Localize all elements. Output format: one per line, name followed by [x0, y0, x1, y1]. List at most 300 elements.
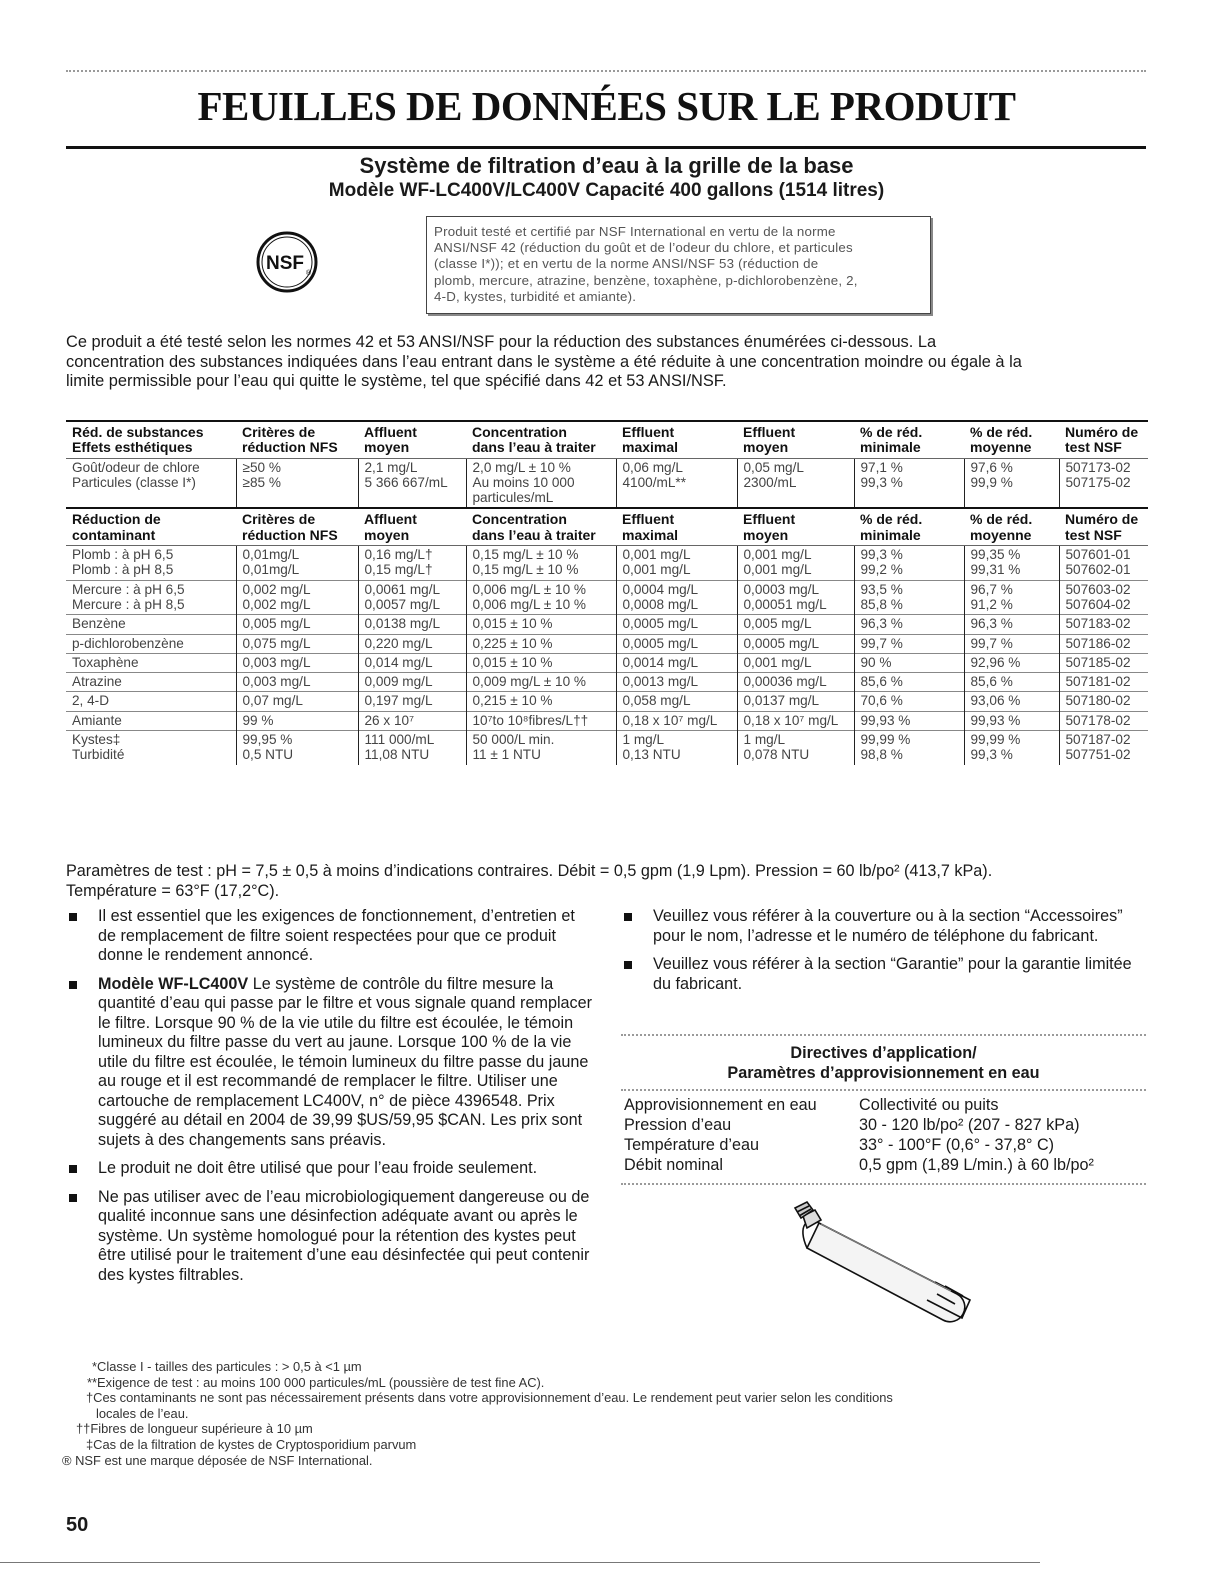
table-cell [466, 458, 616, 508]
table-cell [737, 580, 854, 615]
svg-text:NSF: NSF [266, 253, 304, 274]
cell-line: 98,8 % [860, 747, 903, 763]
table-cell [236, 458, 358, 508]
cell-line: Goût/odeur de chlore [72, 459, 200, 475]
cell-line: 0,0061 mg/L [364, 581, 441, 597]
table-cell [466, 653, 616, 672]
table-row [66, 653, 1148, 672]
cell-line: Toxaphène [72, 654, 139, 670]
cell-line: 99,99 % [970, 732, 1021, 748]
bullet-bold-lead: Modèle WF-LC400V [98, 974, 249, 993]
table-cell [964, 458, 1059, 508]
cell-line: 0,13 NTU [622, 747, 681, 763]
table-cell [358, 580, 466, 615]
cell-line: 99,9 % [970, 474, 1013, 490]
cell-line: dans l’eau à traiter [472, 526, 596, 543]
column-header [466, 421, 616, 458]
cell-line: Mercure : à pH 8,5 [72, 596, 185, 612]
cell-line: 93,5 % [860, 581, 903, 597]
table-cell [964, 673, 1059, 692]
cell-line: moyenne [970, 526, 1032, 543]
intro-line: concentration des substances indiquées dans l’eau entrant dans le système a été réduite à une concentration moindre ou égale à la [66, 352, 1022, 371]
application-value: 0,5 gpm (1,89 L/min.) à 60 lb/po² [859, 1156, 1094, 1174]
table-row [66, 731, 1148, 765]
cell-line: 0,0137 mg/L [743, 693, 820, 709]
column-header [236, 421, 358, 458]
table-row [66, 615, 1148, 634]
table-cell [358, 546, 466, 581]
table-cell [466, 692, 616, 711]
column-header [737, 508, 854, 545]
nsf-certification-box [426, 216, 931, 314]
table-cell [236, 653, 358, 672]
cell-line: 0,215 ± 10 % [472, 693, 553, 709]
table-cell [466, 673, 616, 692]
cell-line: 11 ± 1 NTU [472, 747, 541, 763]
table-cell [1059, 731, 1148, 765]
table-header-row [66, 421, 1148, 458]
cell-line: 0,06 mg/L [622, 459, 683, 475]
cell-line: 0,002 mg/L [242, 581, 311, 597]
application-table [624, 1095, 1149, 1175]
cell-line: 0,07 mg/L [242, 693, 303, 709]
cell-line: 97,6 % [970, 459, 1013, 475]
footnote: †Ces contaminants ne sont pas nécessairement présents dans votre approvisionnement d’eau. Le rendement peut varier selon les conditions [86, 1390, 893, 1406]
cell-line: maximal [622, 526, 679, 543]
column-header [854, 421, 964, 458]
table-cell [466, 711, 616, 730]
cell-line: 507178-02 [1065, 712, 1131, 728]
cell-line: réduction NFS [242, 526, 338, 543]
application-bottom-rule [621, 1183, 1146, 1185]
cell-line: 85,6 % [860, 674, 903, 690]
cell-line: 5 366 667/mL [364, 474, 448, 490]
table-cell [66, 711, 236, 730]
column-header [66, 508, 236, 545]
table-cell [466, 731, 616, 765]
cell-line: 99,99 % [860, 732, 911, 748]
cell-line: % de réd. [860, 511, 923, 528]
table-cell [964, 634, 1059, 653]
bullet-item [66, 1159, 596, 1179]
application-parameter: Pression d’eau [624, 1116, 732, 1134]
table-cell [616, 634, 737, 653]
table-cell [358, 615, 466, 634]
cell-line: 99,3 % [860, 547, 903, 563]
cell-line: particules/mL [472, 490, 554, 506]
cell-line: moyen [743, 439, 789, 456]
footnotes [62, 1359, 1152, 1468]
cell-line: 0,015 ± 10 % [472, 654, 553, 670]
cell-line: 507185-02 [1065, 654, 1131, 670]
table-cell [466, 634, 616, 653]
table-cell [466, 615, 616, 634]
cell-line: 0,05 mg/L [743, 459, 804, 475]
cell-line: 4100/mL** [622, 474, 686, 490]
table-cell [1059, 580, 1148, 615]
cell-line: 96,3 % [860, 616, 903, 632]
table-cell [66, 458, 236, 508]
table-cell [964, 580, 1059, 615]
cell-line: Plomb : à pH 8,5 [72, 562, 174, 578]
nsf-logo [256, 231, 318, 293]
table-cell [66, 634, 236, 653]
cell-line: 0,15 mg/L† [364, 562, 433, 578]
table-cell [616, 731, 737, 765]
cell-line: 10⁷to 10⁸fibres/L†† [472, 712, 589, 728]
cell-line: 99,2 % [860, 562, 903, 578]
cell-line: 96,7 % [970, 581, 1013, 597]
cell-line: Numéro de [1065, 424, 1139, 440]
left-bullet-list [66, 907, 596, 1294]
application-row [624, 1115, 1149, 1135]
cell-line: 0,15 mg/L ± 10 % [472, 562, 579, 578]
cell-line: 0,001 mg/L [743, 547, 812, 563]
table-header-row [66, 508, 1148, 545]
table-row [66, 634, 1148, 653]
table-cell [616, 615, 737, 634]
cell-line: Réd. de substances [72, 424, 204, 440]
application-row [624, 1155, 1149, 1175]
cell-line: 0,01mg/L [242, 562, 300, 578]
cell-line: moyen [364, 526, 410, 543]
cell-line: 0,0003 mg/L [743, 581, 820, 597]
table-row [66, 711, 1148, 730]
cell-line: Critères de [242, 511, 316, 528]
certification-line: 4-D, kystes, turbidité et amiante). [434, 288, 637, 304]
test-parameters-line: Température = 63°F (17,2°C). [66, 881, 280, 900]
cell-line: 0,058 mg/L [622, 693, 691, 709]
table-cell [854, 580, 964, 615]
table-cell [964, 615, 1059, 634]
footnote: **Exigence de test : au moins 100 000 particules/mL (poussière de test fine AC). [87, 1374, 545, 1390]
cell-line: 507173-02 [1065, 459, 1131, 475]
cell-line: 0,014 mg/L [364, 654, 433, 670]
column-header [616, 508, 737, 545]
table-row [66, 580, 1148, 615]
column-header [964, 421, 1059, 458]
cell-line: 90 % [860, 654, 892, 670]
column-header [964, 508, 1059, 545]
cell-line: 99,3 % [860, 474, 903, 490]
cell-line: 99,7 % [970, 635, 1013, 651]
intro-line: limite permissible pour l’eau qui quitte le système, tel que spécifié dans 42 et 53 ANSI/NSF. [66, 372, 727, 390]
cell-line: 0,01mg/L [242, 547, 300, 563]
table-cell [854, 731, 964, 765]
cell-line: 99,31 % [970, 562, 1021, 578]
cell-line: Réduction de [72, 511, 161, 528]
cell-line: Effluent [622, 424, 675, 440]
bottom-rule [0, 1562, 1040, 1563]
table-cell [466, 580, 616, 615]
cell-line: 0,0013 mg/L [622, 674, 699, 690]
table-cell [1059, 711, 1148, 730]
cell-line: 0,002 mg/L [242, 596, 311, 612]
table-cell [964, 692, 1059, 711]
cell-line: 0,00051 mg/L [743, 596, 827, 612]
table-cell [616, 458, 737, 508]
cell-line: Affluent [364, 511, 417, 528]
cell-line: réduction NFS [242, 439, 338, 456]
table-cell [236, 580, 358, 615]
cell-line: 2,0 mg/L ± 10 % [472, 459, 571, 475]
cell-line: 0,001 mg/L [622, 562, 691, 578]
top-dotted-rule [66, 70, 1146, 72]
cell-line: Effets esthétiques [72, 439, 193, 456]
cell-line: 0,006 mg/L ± 10 % [472, 596, 587, 612]
cell-line: Effluent [743, 424, 796, 440]
cell-line: dans l’eau à traiter [472, 439, 596, 456]
cell-line: 507604-02 [1065, 596, 1131, 612]
cell-line: 0,001 mg/L [743, 562, 812, 578]
table-cell [616, 711, 737, 730]
column-header [236, 508, 358, 545]
bullet-item [66, 1188, 596, 1286]
footnote: ‡Cas de la filtration de kystes de Cryptosporidium parvum [86, 1436, 417, 1452]
title-rule [66, 146, 1146, 149]
table-cell [66, 731, 236, 765]
cell-line: test NSF [1065, 439, 1122, 456]
bullet-item [66, 907, 596, 966]
cell-line: 0,0057 mg/L [364, 596, 441, 612]
cell-line: ≥85 % [242, 474, 281, 490]
cell-line: Numéro de [1065, 511, 1139, 528]
filter-cartridge-illustration [785, 1196, 990, 1331]
cell-line: 99 % [242, 712, 274, 728]
cell-line: 0,00036 mg/L [743, 674, 827, 690]
page-number: 50 [66, 1514, 89, 1536]
cell-line: Affluent [364, 424, 417, 440]
application-value: 33° - 100°F (0,6° - 37,8° C) [859, 1136, 1055, 1154]
table-cell [466, 546, 616, 581]
cell-line: ≥50 % [242, 459, 281, 475]
column-header [358, 508, 466, 545]
column-header [616, 421, 737, 458]
cell-line: 2300/mL [743, 474, 797, 490]
column-header [1059, 421, 1148, 458]
table-cell [236, 673, 358, 692]
table-cell [1059, 615, 1148, 634]
table-cell [236, 731, 358, 765]
cell-line: moyen [364, 439, 410, 456]
table-cell [854, 692, 964, 711]
cell-line: 0,5 NTU [242, 747, 294, 763]
table-cell [358, 711, 466, 730]
cell-line: 0,0005 mg/L [622, 616, 699, 632]
table-cell [66, 692, 236, 711]
table-cell [737, 615, 854, 634]
table-cell [854, 653, 964, 672]
table-cell [1059, 692, 1148, 711]
table-cell [964, 546, 1059, 581]
test-parameters [66, 862, 1156, 901]
application-value: Collectivité ou puits [859, 1096, 999, 1114]
cell-line: 0,075 mg/L [242, 635, 311, 651]
product-subtitle: Système de filtration d’eau à la grille de la base [359, 153, 854, 178]
table-cell [964, 653, 1059, 672]
table-cell [854, 634, 964, 653]
footnote: locales de l’eau. [96, 1405, 189, 1421]
svg-text:®: ® [306, 270, 312, 277]
table-cell [66, 673, 236, 692]
cell-line: Critères de [242, 424, 316, 440]
cell-line: 0,0005 mg/L [743, 635, 820, 651]
cell-line: moyenne [970, 439, 1032, 456]
table-cell [66, 546, 236, 581]
cell-line: Effluent [743, 511, 796, 528]
table-cell [236, 634, 358, 653]
column-header [358, 421, 466, 458]
column-header [854, 508, 964, 545]
column-header [1059, 508, 1148, 545]
table-cell [854, 615, 964, 634]
cell-line: 99,93 % [860, 712, 911, 728]
cell-line: maximal [622, 439, 679, 456]
table-row [66, 546, 1148, 581]
cell-line: 507603-02 [1065, 581, 1131, 597]
cell-line: 0,015 ± 10 % [472, 616, 553, 632]
application-mid-rule [621, 1089, 1146, 1091]
footnote: ††Fibres de longueur supérieure à 10 µm [76, 1421, 313, 1437]
cell-line: 91,2 % [970, 596, 1013, 612]
cell-line: 0,005 mg/L [242, 616, 311, 632]
model-line: Modèle WF-LC400V/LC400V Capacité 400 gallons (1514 litres) [328, 180, 885, 201]
cell-line: 507175-02 [1065, 474, 1131, 490]
cell-line: 111 000/mL [364, 732, 435, 748]
cell-line: 0,18 x 10⁷ mg/L [743, 712, 839, 728]
table-cell [616, 673, 737, 692]
bullet-text: Ne pas utiliser avec de l’eau microbiologiquement dangereuse ou de qualité inconnue sans une désinfection adéquate avant ou après le système. Un système homologué pour la rétention des kystes peut être utilisé pour le traitement d’une eau désinfectée qui peut contenir des kystes filtrables. [98, 1187, 590, 1284]
table-cell [616, 692, 737, 711]
cell-line: 0,18 x 10⁷ mg/L [622, 712, 718, 728]
cell-line: 99,7 % [860, 635, 903, 651]
table-cell [737, 711, 854, 730]
cell-line: 507751-02 [1065, 747, 1131, 763]
cell-line: 85,8 % [860, 596, 903, 612]
cell-line: 0,197 mg/L [364, 693, 433, 709]
table-cell [358, 673, 466, 692]
table-cell [236, 615, 358, 634]
column-header [66, 421, 236, 458]
intro-line: Ce produit a été testé selon les normes 42 et 53 ANSI/NSF pour la réduction des substances énumérées ci-dessous. La [66, 333, 937, 351]
application-parameter: Débit nominal [624, 1156, 723, 1174]
table-cell [737, 653, 854, 672]
application-title [621, 1043, 1146, 1083]
cell-line: 0,0014 mg/L [622, 654, 699, 670]
table-cell [236, 711, 358, 730]
application-parameter: Approvisionnement en eau [624, 1096, 817, 1114]
cell-line: contaminant [72, 526, 156, 543]
table-cell [1059, 673, 1148, 692]
table-row [66, 458, 1148, 508]
bullet-item [66, 975, 596, 1151]
cell-line: Mercure : à pH 6,5 [72, 581, 185, 597]
cell-line: 0,16 mg/L† [364, 547, 433, 563]
cell-line: 0,225 ± 10 % [472, 635, 553, 651]
table-cell [358, 458, 466, 508]
table-cell [66, 580, 236, 615]
cell-line: 0,001 mg/L [622, 547, 691, 563]
cell-line: % de réd. [970, 511, 1033, 528]
application-value: 30 - 120 lb/po² (207 - 827 kPa) [859, 1116, 1080, 1134]
table-cell [964, 711, 1059, 730]
certification-line: Produit testé et certifié par NSF International en vertu de la norme [434, 224, 836, 239]
cell-line: 507180-02 [1065, 693, 1131, 709]
cell-line: 0,0004 mg/L [622, 581, 699, 597]
test-parameters-line: Paramètres de test : pH = 7,5 ± 0,5 à moins d’indications contraires. Débit = 0,5 gpm (1,9 Lpm). Pression = 60 lb/po² (413,7 kPa). [66, 862, 993, 880]
cell-line: 2,1 mg/L [364, 459, 418, 475]
application-title-line: Directives d’application/ [790, 1044, 977, 1062]
column-header [737, 421, 854, 458]
page-title: FEUILLES DE DONNÉES SUR LE PRODUIT [197, 83, 1016, 129]
table-cell [737, 634, 854, 653]
column-header [466, 508, 616, 545]
application-row [624, 1135, 1149, 1155]
cell-line: 0,009 mg/L ± 10 % [472, 674, 587, 690]
table-cell [66, 615, 236, 634]
table-cell [358, 634, 466, 653]
cell-line: 0,003 mg/L [242, 674, 311, 690]
cell-line: 0,006 mg/L ± 10 % [472, 581, 587, 597]
cell-line: Kystes‡ [72, 732, 121, 748]
cell-line: Amiante [72, 712, 122, 728]
cell-line: 2, 4-D [72, 693, 110, 709]
cell-line: 92,96 % [970, 654, 1021, 670]
cell-line: 0,15 mg/L ± 10 % [472, 547, 579, 563]
table-cell [358, 653, 466, 672]
cell-line: 0,003 mg/L [242, 654, 311, 670]
table-row [66, 673, 1148, 692]
cell-line: 93,06 % [970, 693, 1021, 709]
table-cell [737, 731, 854, 765]
cell-line: % de réd. [970, 424, 1033, 440]
bullet-item: Veuillez vous référer à la couverture ou à la section “Accessoires” pour le nom, l’adresse et le numéro de téléphone du fabricant. [621, 907, 1141, 946]
cell-line: 507186-02 [1065, 635, 1131, 651]
table-cell [616, 546, 737, 581]
cell-line: 50 000/L min. [472, 732, 555, 748]
cell-line: Concentration [472, 424, 567, 440]
application-parameter: Température d’eau [624, 1136, 759, 1154]
bullet-text: Le système de contrôle du filtre mesure la quantité d’eau qui passe par le filtre et vous signale quand remplacer le filtre. Lorsque 90 % de la vie utile du filtre est écoulée, le témoin lumineux du filtre passe du vert au jaune. Lorsque 100 % de la vie utile du filtre est écoulée, le témoin lumineux du filtre passe du jaune au rouge et il est recommandé de remplacer le filtre. Utiliser une cartouche de remplacement LC400V, n° de pièce 4396548. Prix suggéré au détail en 2004 de 39,99 $US/59,95 $CAN. Les prix sont sujets à des changements sans préavis. [98, 974, 593, 1149]
cell-line: 99,95 % [242, 732, 293, 748]
intro-paragraph [66, 333, 1146, 392]
cell-line: Atrazine [72, 674, 122, 690]
cell-line: 507602-01 [1065, 562, 1131, 578]
cell-line: 507187-02 [1065, 732, 1131, 748]
cell-line: minimale [860, 526, 921, 543]
footnote: ® NSF est une marque déposée de NSF International. [62, 1452, 373, 1468]
cell-line: 0,0005 mg/L [622, 635, 699, 651]
cell-line: 0,078 NTU [743, 747, 810, 763]
cell-line: test NSF [1065, 526, 1122, 543]
cell-line: 0,009 mg/L [364, 674, 433, 690]
bullet-text: Il est essentiel que les exigences de fonctionnement, d’entretien et de remplacement de filtre soient respectées pour que ce produit donne le rendement annoncé. [98, 907, 575, 964]
application-title-line: Paramètres d’approvisionnement en eau [727, 1064, 1040, 1082]
application-row [624, 1095, 1149, 1115]
table-cell [616, 653, 737, 672]
table-cell [1059, 458, 1148, 508]
cell-line: 0,0138 mg/L [364, 616, 441, 632]
table-cell [854, 711, 964, 730]
cell-line: 0,005 mg/L [743, 616, 812, 632]
cell-line: 507183-02 [1065, 616, 1131, 632]
table-cell [737, 458, 854, 508]
cell-line: 0,220 mg/L [364, 635, 433, 651]
cell-line: Turbidité [72, 747, 125, 763]
footnote: *Classe I - tailles des particules : > 0,5 à <1 µm [92, 1359, 362, 1374]
certification-line: ANSI/NSF 42 (réduction du goût et de l’odeur du chlore, et particules [434, 240, 853, 256]
cell-line: % de réd. [860, 424, 923, 440]
